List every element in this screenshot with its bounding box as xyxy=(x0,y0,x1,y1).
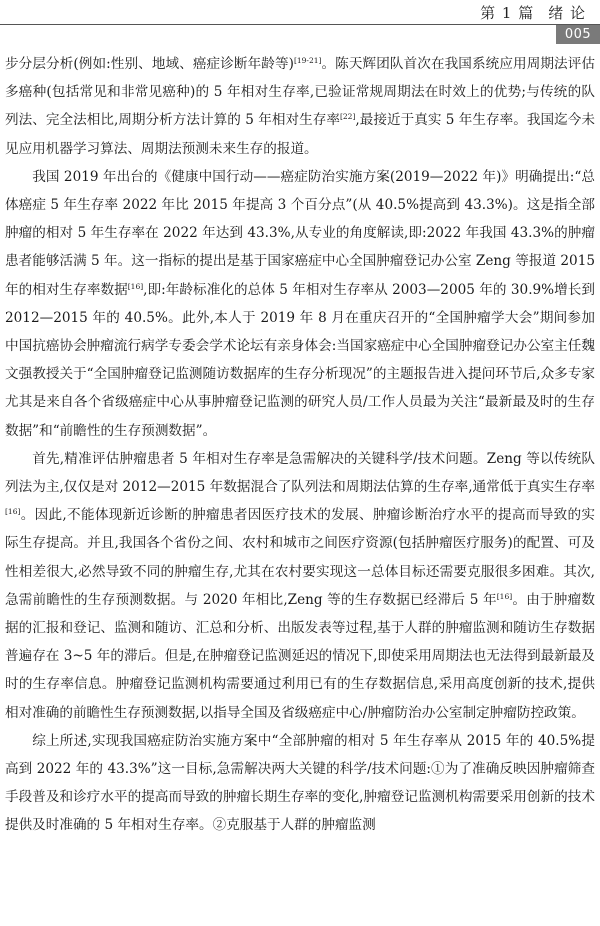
paragraph xyxy=(5,163,595,445)
citation-ref: [16] xyxy=(496,591,513,601)
citation-ref: [22] xyxy=(339,112,356,122)
paragraph xyxy=(5,445,595,727)
header-rule xyxy=(0,24,600,25)
text-run: 。由于肿瘤数据的汇报和登记、监测和随访、汇总和分析、出版发表等过程,基于人群的肿瘤监测和随访生存数据普遍存在 3~5 年的滞后。但是,在肿瘤登记监测延迟的情况下,即使采用周期法也无法得到最新最及时的生存率信息。肿瘤登记监测机构需要通过利用已有的生存数据信息,采用高度创新的技术,提供相对准确的前瞻性生存预测数据,以指导全国及省级癌症中心/肿瘤防治办公室制定肿瘤防控政策。 xyxy=(5,591,595,721)
citation-ref: [16] xyxy=(127,281,144,291)
paragraph xyxy=(5,50,595,163)
running-header xyxy=(0,0,600,46)
citation-ref: [16] xyxy=(5,507,21,517)
citation-ref: [19-21] xyxy=(293,56,322,65)
page-number: 005 xyxy=(556,25,600,44)
text-run: 。因此,不能体现新近诊断的肿瘤患者因医疗技术的发展、肿瘤诊断治疗水平的提高而导致的实际生存提高。并且,我国各个省份之间、农村和城市之间医疗资源(包括肿瘤医疗服务)的配置、可及性相差很大,必然导致不同的肿瘤生存,尤其在农村要实现这一总体目标还需要克服很多困难。其次,急需前瞻性的生存预测数据。与 2020 年相比,Zeng 等的生存数据已经滞后 5 年 xyxy=(5,507,595,608)
body-text xyxy=(5,50,595,840)
running-header-title xyxy=(480,2,586,23)
text-run: ,最接近于真实 5 年生存率。我国迄今未见应用机器学习算法、周期法预测未来生存的报道。 xyxy=(5,112,595,157)
text-run: 综上所述,实现我国癌症防治实施方案中“全部肿瘤的相对 5 年生存率从 2015 年的 40.5%提高到 2022 年的 43.3%”这一目标,急需解决两大关键的科学/技术问题:①为了准确反映因肿瘤筛查手段普及和诊疗水平的提高而导致的肿瘤长期生存率的变化,肿瘤登记监测机构需要采用创新的技术提供及时准确的 5 年相对生存率。②克服基于人群的肿瘤监测 xyxy=(5,732,595,834)
chapter-title: 绪 论 xyxy=(548,4,586,22)
text-run: 。陈天辉团队首次在我国系统应用周期法评估多癌种(包括常见和非常见癌种)的 5 年相对生存率,已验证常规周期法在时效上的优势;与传统的队列法、完全法相比,周期分析方法计算的 5 年相对生存率 xyxy=(5,56,595,129)
text-run: ,即:年龄标准化的总体 5 年相对生存率从 2003—2005 年的 30.9%增长到 2012—2015 年的 40.5%。此外,本人于 2019 年 8 月在重庆召开的“全国肿瘤学大会”期间参加中国抗癌协会肿瘤流行病学专委会学术论坛有亲身体会:当国家癌症中心全国肿瘤登记办公室主任魏文强教授关于“全国肿瘤登记监测随访数据库的生存分析现况”的主题报告进入提问环节后,众多专家尤其是来自各个省级癌症中心从事肿瘤登记监测的研究人员/工作人员最为关注“最新最及时的生存数据”和“前瞻性的生存预测数据”。 xyxy=(5,281,595,439)
text-run: 首先,精准评估肿瘤患者 5 年相对生存率是急需解决的关键科学/技术问题。Zeng 等以传统队列法为主,仅仅是对 2012—2015 年数据混合了队列法和周期法估算的生存率,通常低于真实生存率 xyxy=(5,450,595,496)
part-label: 第 1 篇 xyxy=(480,4,535,22)
text-run: 我国 2019 年出台的《健康中国行动——癌症防治实施方案(2019—2022 年)》明确提出:“总体癌症 5 年生存率 2022 年比 2015 年提高 3 个百分点”(从 40.5%提高到 43.3%)。这是指全部肿瘤的相对 5 年生存率在 2022 年达到 43.3%,从专业的角度解读,即:2022 年我国 43.3%的肿瘤患者能够活满 5 年。这一指标的提出是基于国家癌症中心全国肿瘤登记办公室 Zeng 等报道 2015 年的相对生存率数据 xyxy=(5,168,595,298)
text-run: 步分层分析(例如:性别、地域、癌症诊断年龄等) xyxy=(5,56,294,72)
paragraph xyxy=(5,727,595,840)
